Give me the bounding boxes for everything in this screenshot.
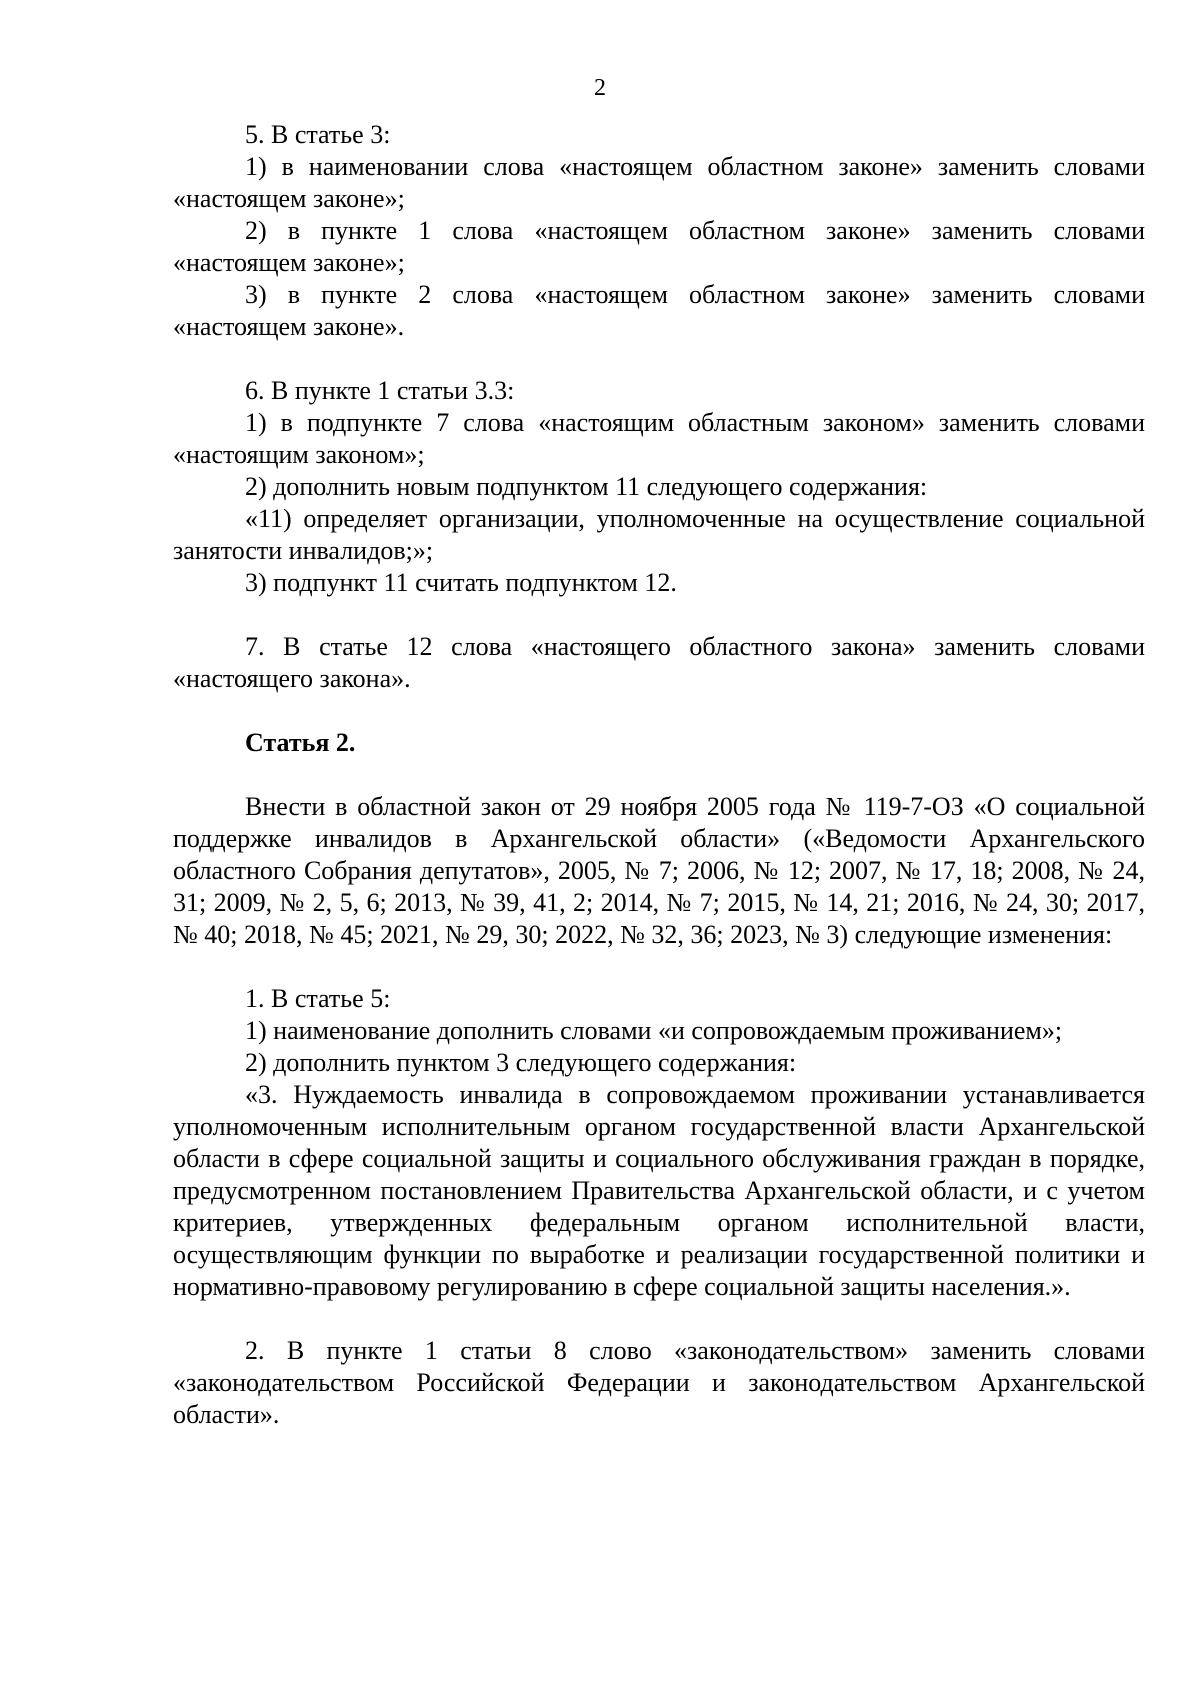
article1-item7: 7. В статье 12 слова «настоящего областного закона» заменить словами «настоящего закона».	[173, 632, 1145, 693]
article1-item6-sub2: 2) дополнить новым подпунктом 11 следующего содержания:	[245, 472, 928, 501]
article2-item2: 2. В пункте 1 статьи 8 слово «законодательством» заменить словами «законодательством Российской Федерации и законодательством Архангельской области».	[173, 1336, 1145, 1429]
article1-item5-sub3: 3) в пункте 2 слова «настоящем областном законе» заменить словами «настоящем законе».	[173, 280, 1145, 341]
article2-intro: Внести в областной закон от 29 ноября 2005 года № 119-7-ОЗ «О социальной поддержке инвалидов в Архангельской области» («Ведомости Архангельского областного Собрания депутатов», 2005, № 7; 2006, № 12; 2007, № 17, 18; 2008, № 24, 31; 2009, № 2, 5, 6; 2013, № 39, 41, 2; 2014, № 7; 2015, № 14, 21; 2016, № 24, 30; 2017, № 40; 2018, № 45; 2021, № 29, 30; 2022, № 32, 36; 2023, № 3) следующие изменения:	[173, 792, 1145, 949]
article1-item6-sub1: 1) в подпункте 7 слова «настоящим областным законом» заменить словами «настоящим законом»;	[173, 408, 1145, 469]
paragraph-gap	[173, 951, 1145, 983]
paragraph-gap	[173, 759, 1145, 791]
paragraph-gap	[173, 599, 1145, 631]
paragraph-gap	[173, 695, 1145, 727]
article2-item1-sub2: 2) дополнить пунктом 3 следующего содержания:	[245, 1048, 797, 1077]
article1-item5-title: 5. В статье 3:	[245, 120, 391, 149]
article2-item1-sub1: 1) наименование дополнить словами «и сопровождаемым проживанием»;	[245, 1016, 1063, 1045]
document-body	[173, 119, 1145, 1431]
article2-item1-sub3: «3. Нуждаемость инвалида в сопровождаемом проживании устанавливается уполномоченным исполнительным органом государственной власти Архангельской области в сфере социальной защиты и социального обслуживания граждан в порядке, предусмотренном постановлением Правительства Архангельской области, и с учетом критериев, утвержденных федеральным органом исполнительной власти, осуществляющим функции по выработке и реализации государственной политики и нормативно-правовому регулированию в сфере социальной защиты населения.».	[173, 1080, 1145, 1301]
paragraph-gap	[173, 343, 1145, 375]
page-number: 2	[594, 75, 606, 101]
article1-item6-sub4: 3) подпункт 11 считать подпунктом 12.	[245, 568, 677, 597]
article2-item1-title: 1. В статье 5:	[245, 984, 391, 1013]
article1-item6-sub3: «11) определяет организации, уполномоченные на осуществление социальной занятости инвалидов;»;	[173, 504, 1145, 565]
article1-item5-sub1: 1) в наименовании слова «настоящем областном законе» заменить словами «настоящем законе»;	[173, 152, 1145, 213]
paragraph-gap	[173, 1303, 1145, 1335]
article2-heading: Статья 2.	[245, 728, 356, 757]
article1-item5-sub2: 2) в пункте 1 слова «настоящем областном законе» заменить словами «настоящем законе»;	[173, 216, 1145, 277]
article1-item6-title: 6. В пункте 1 статьи 3.3:	[245, 376, 515, 405]
